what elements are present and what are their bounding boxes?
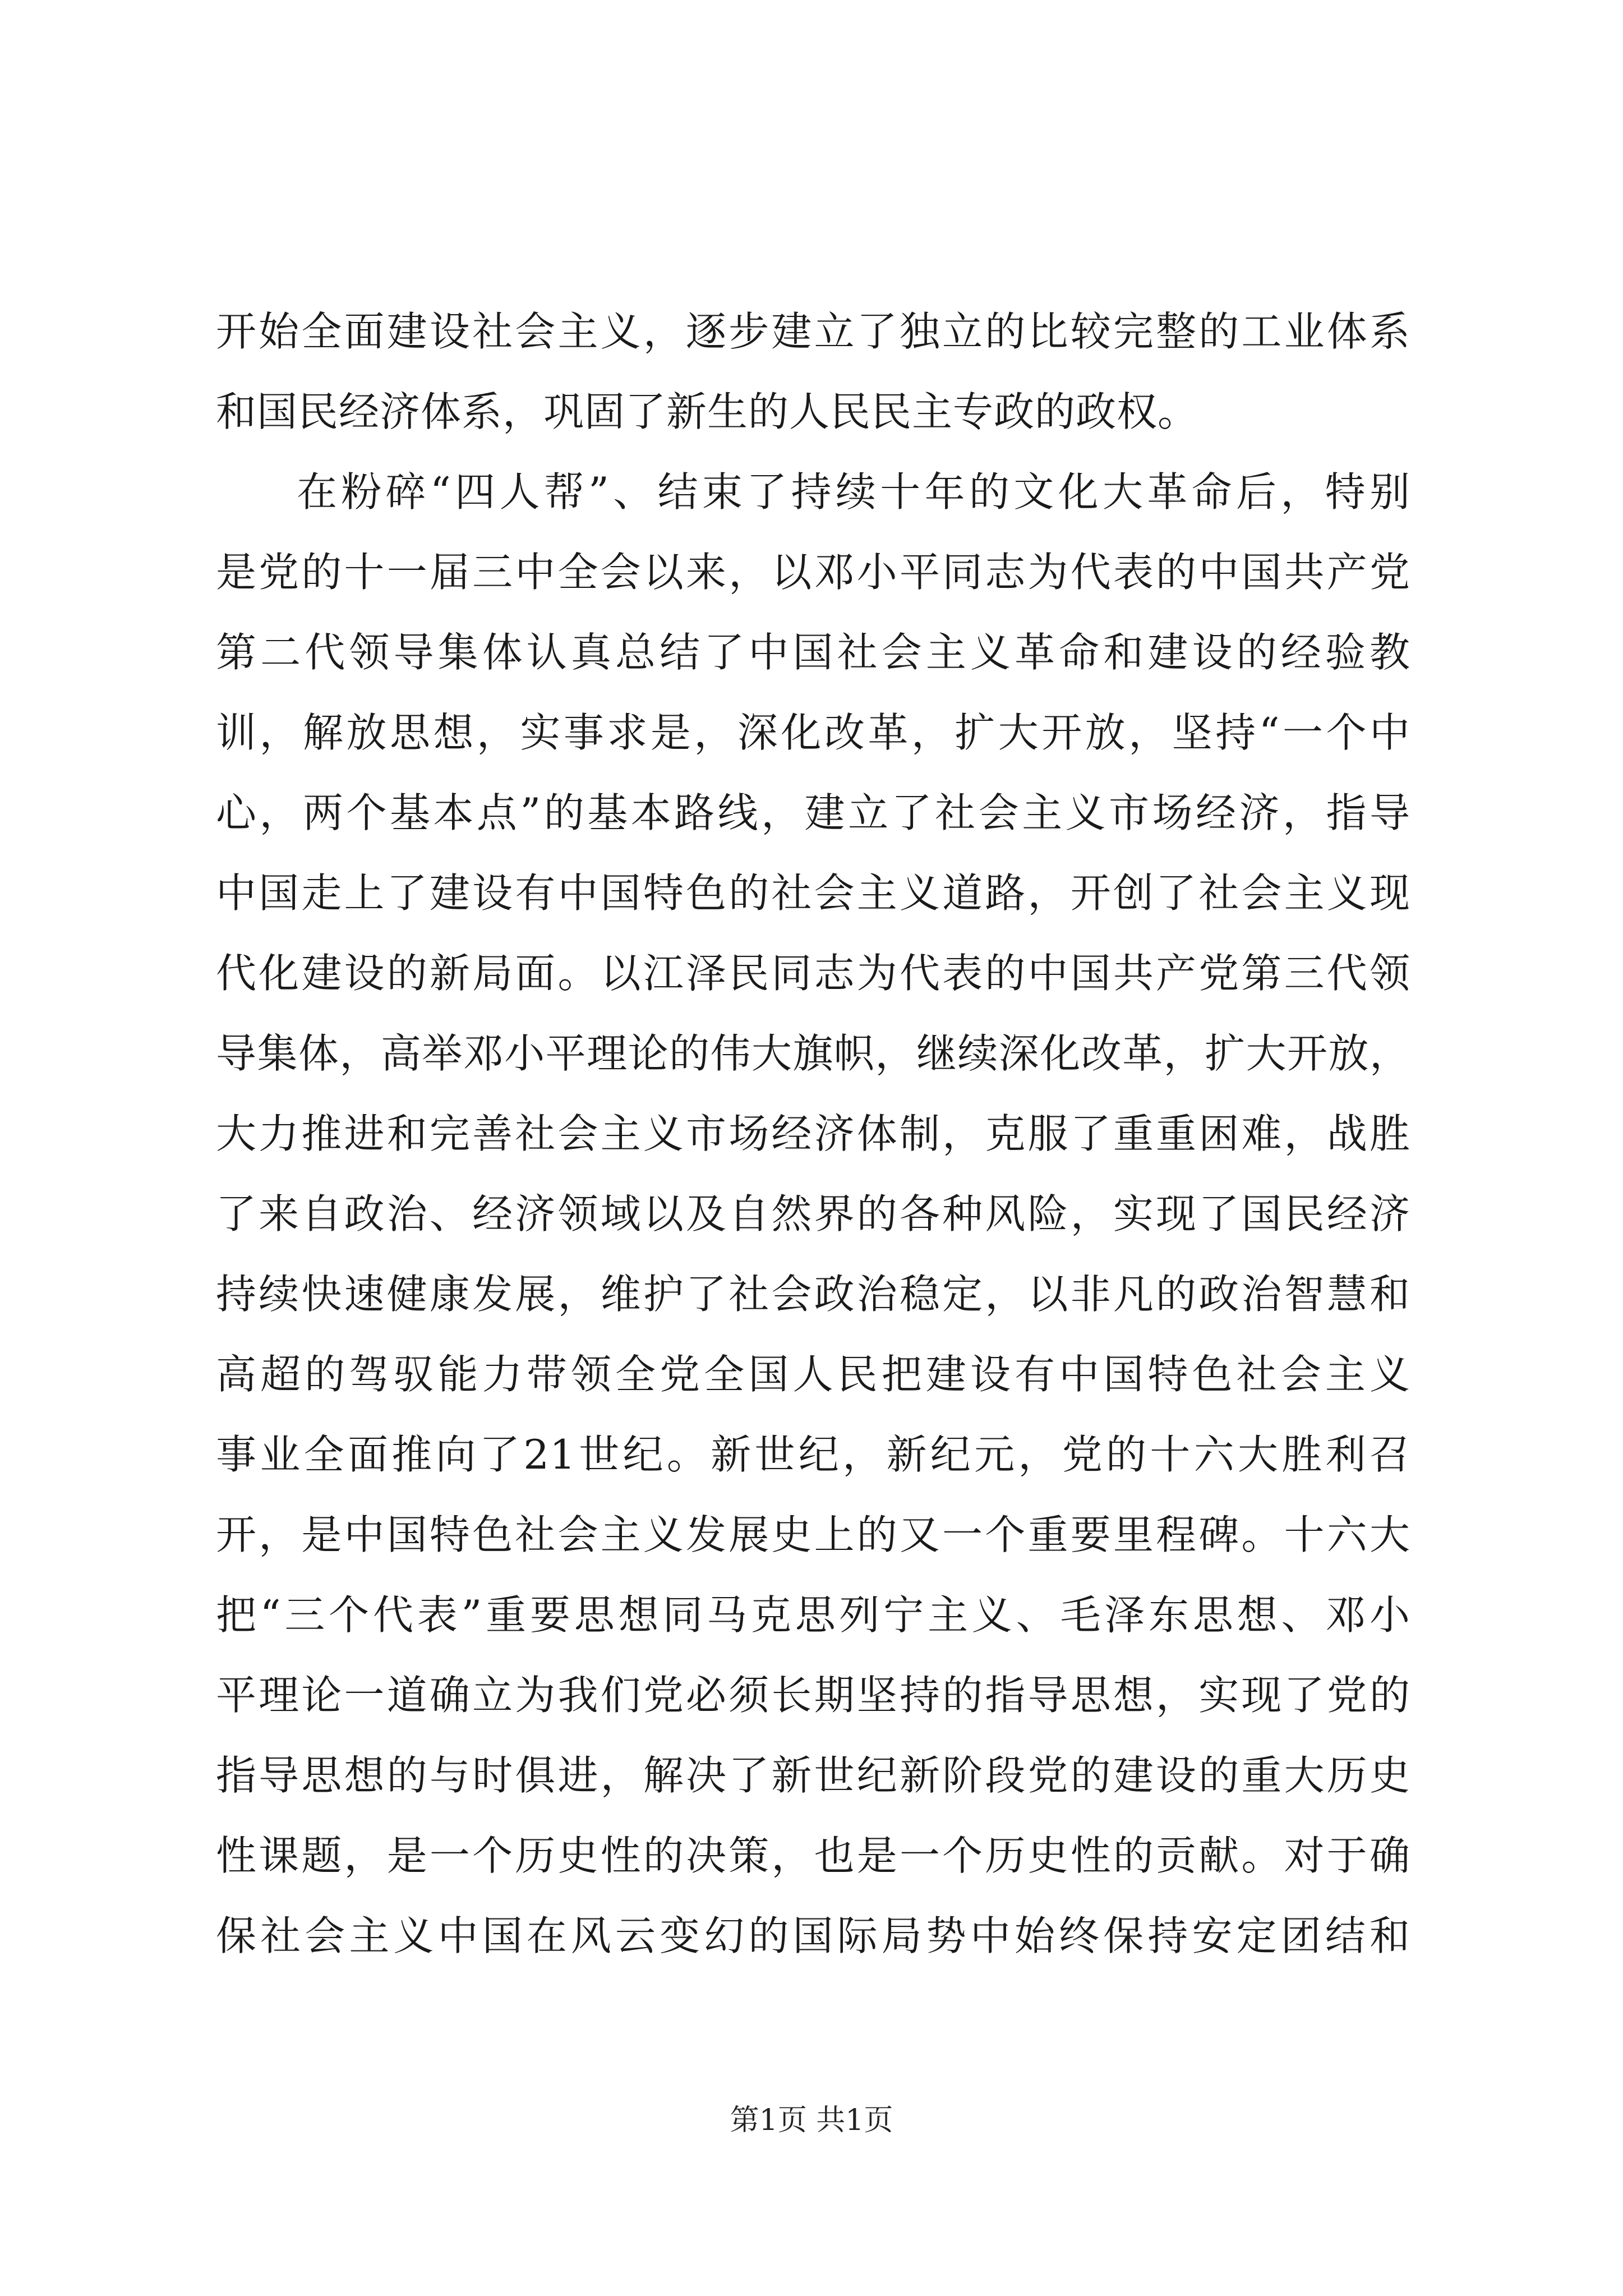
text-line: 事业全面推向了21世纪。新世纪，新纪元，党的十六大胜利召 [216, 1431, 1410, 1478]
text-line: 持续快速健康发展，维护了社会政治稳定，以非凡的政治智慧和 [216, 1271, 1410, 1318]
text-line: 高超的驾驭能力带领全党全国人民把建设有中国特色社会主义 [216, 1351, 1410, 1398]
page-footer: 第1页 共1页 [730, 2104, 893, 2137]
text-line: 开始全面建设社会主义，逐步建立了独立的比较完整的工业体系 [216, 308, 1410, 355]
text-line: 开，是中国特色社会主义发展史上的又一个重要里程碑。十六大 [216, 1511, 1410, 1558]
text-line: 了来自政治、经济领域以及自然界的各种风险，实现了国民经济 [216, 1190, 1410, 1237]
text-line: 第二代领导集体认真总结了中国社会主义革命和建设的经验教 [216, 629, 1410, 676]
text-line: 大力推进和完善社会主义市场经济体制，克服了重重困难，战胜 [216, 1110, 1410, 1157]
text-line: 把“三个代表”重要思想同马克思列宁主义、毛泽东思想、邓小 [216, 1591, 1410, 1639]
text-line: 平理论一道确立为我们党必须长期坚持的指导思想，实现了党的 [216, 1672, 1410, 1719]
text-line: 指导思想的与时俱进，解决了新世纪新阶段党的建设的重大历史 [216, 1752, 1410, 1799]
text-line: 代化建设的新局面。以江泽民同志为代表的中国共产党第三代领 [216, 950, 1410, 997]
text-line: 心，两个基本点”的基本路线，建立了社会主义市场经济，指导 [216, 789, 1410, 836]
text-line: 是党的十一届三中全会以来，以邓小平同志为代表的中国共产党 [216, 549, 1410, 596]
text-line: 训，解放思想，实事求是，深化改革，扩大开放，坚持“一个中 [216, 709, 1410, 756]
text-line: 保社会主义中国在风云变幻的国际局势中始终保持安定团结和 [216, 1912, 1410, 1959]
text-line: 导集体，高举邓小平理论的伟大旗帜，继续深化改革，扩大开放， [216, 1030, 1410, 1077]
text-line: 性课题，是一个历史性的决策，也是一个历史性的贡献。对于确 [216, 1832, 1410, 1879]
text-line: 和国民经济体系，巩固了新生的人民民主专政的政权。 [216, 388, 1199, 435]
text-line: 在粉碎“四人帮”、结束了持续十年的文化大革命后，特别 [297, 468, 1410, 516]
text-line: 中国走上了建设有中国特色的社会主义道路，开创了社会主义现 [216, 869, 1410, 917]
body-text [216, 292, 1410, 1976]
